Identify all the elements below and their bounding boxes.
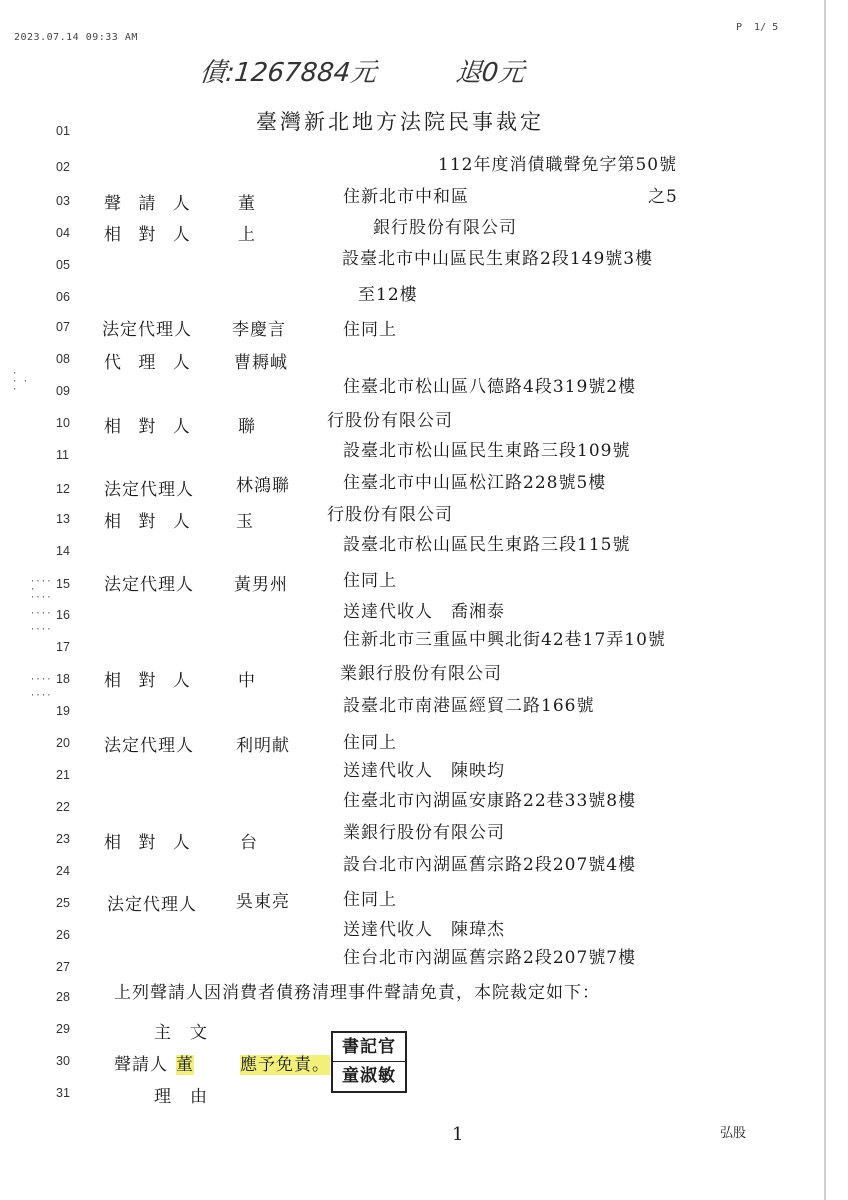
handwritten-refund-note: 退0元 <box>454 58 526 88</box>
line-09-text: 住臺北市松山區八德路4段319號2樓 <box>343 377 637 397</box>
line-30-name-highlight: 董 <box>176 1055 194 1075</box>
line-07-name: 李慶言 <box>232 320 286 340</box>
line-number: 25 <box>56 896 70 910</box>
line-03-address-suffix: 之5 <box>648 187 678 207</box>
line-07-text: 住同上 <box>343 320 397 340</box>
line-28-text: 上列聲請人因消費者債務清理事件聲請免責，本院裁定如下： <box>114 983 600 1003</box>
line-23-text: 業銀行股份有限公司 <box>343 823 505 843</box>
line-10-label: 相 對 人 <box>104 417 196 437</box>
line-27-text: 住台北市內湖區舊宗路2段207號7樓 <box>343 948 637 968</box>
line-number: 06 <box>56 290 70 304</box>
line-number: 10 <box>56 416 70 430</box>
line-17-text: 住新北市三重區中興北街42巷17弄10號 <box>343 630 666 650</box>
line-number: 04 <box>56 226 70 240</box>
line-03-name: 董 <box>238 194 256 214</box>
line-number: 07 <box>56 320 70 334</box>
line-10-name: 聯 <box>238 417 256 437</box>
line-30-text <box>240 1050 330 1075</box>
line-25-label: 法定代理人 <box>107 895 197 915</box>
line-29-heading: 主 文 <box>154 1023 208 1043</box>
line-number: 02 <box>56 160 70 174</box>
line-10-text: 行股份有限公司 <box>327 411 453 431</box>
line-20-text: 住同上 <box>343 733 397 753</box>
line-number: 09 <box>56 384 70 398</box>
line-20-label: 法定代理人 <box>104 736 194 756</box>
line-23-name: 台 <box>240 833 258 853</box>
line-number: 28 <box>56 990 70 1004</box>
line-11-text: 設臺北市松山區民生東路三段109號 <box>343 441 631 461</box>
line-15-text: 住同上 <box>343 571 397 591</box>
line-number: 15 <box>56 577 70 591</box>
line-22-text: 住臺北市內湖區安康路22巷33號8樓 <box>343 791 637 811</box>
line-number: 08 <box>56 352 70 366</box>
line-13-label: 相 對 人 <box>104 512 196 532</box>
line-12-name: 林鴻聯 <box>236 476 290 496</box>
line-number: 11 <box>56 448 69 462</box>
line-number: 20 <box>56 736 70 750</box>
line-21-text: 送達代收人 陳映均 <box>343 761 505 781</box>
clerk-stamp <box>331 1031 407 1093</box>
line-number: 31 <box>56 1086 70 1100</box>
line-05-text: 設臺北市中山區民生東路2段149號3樓 <box>342 249 654 269</box>
line-number: 22 <box>56 800 70 814</box>
line-24-text: 設台北市內湖區舊宗路2段207號4樓 <box>343 855 637 875</box>
line-number: 05 <box>56 258 70 272</box>
stamp-title: 書記官 <box>333 1033 405 1062</box>
line-23-label: 相 對 人 <box>104 833 196 853</box>
line-13-name: 玉 <box>236 512 254 532</box>
line-31-heading: 理 由 <box>154 1087 208 1107</box>
line-26-text: 送達代收人 陳瑋杰 <box>343 920 505 940</box>
line-30-name <box>176 1050 194 1075</box>
line-15-label: 法定代理人 <box>104 575 194 595</box>
line-number: 16 <box>56 608 70 622</box>
page-indicator: P 1/ 5 <box>736 22 779 33</box>
line-07-label: 法定代理人 <box>102 320 192 340</box>
line-08-label: 代 理 人 <box>104 353 196 373</box>
page-number: 1 <box>452 1124 464 1145</box>
line-18-label: 相 對 人 <box>104 671 196 691</box>
line-04-name: 上 <box>238 225 256 245</box>
line-number: 13 <box>56 512 70 526</box>
line-03-label: 聲 請 人 <box>104 194 196 214</box>
line-number: 01 <box>56 124 70 138</box>
line-06-text: 至12樓 <box>358 285 418 305</box>
line-18-name: 中 <box>238 671 256 691</box>
line-number: 21 <box>56 768 70 782</box>
division-label: 弘股 <box>720 1126 747 1141</box>
line-number: 17 <box>56 640 70 654</box>
line-number: 29 <box>56 1022 70 1036</box>
stamp-name: 童淑敏 <box>342 1066 396 1086</box>
line-15-name: 黃男州 <box>234 575 288 595</box>
line-30-text-highlight: 應予免責。 <box>240 1055 330 1075</box>
line-16-text: 送達代收人 喬湘泰 <box>343 602 505 622</box>
line-04-label: 相 對 人 <box>104 225 196 245</box>
case-number: 112年度消債職聲免字第50號 <box>438 155 678 175</box>
fax-timestamp: 2023.07.14 09:33 AM <box>14 32 138 43</box>
line-number: 14 <box>56 544 70 558</box>
line-08-name: 曹耨峸 <box>234 353 288 373</box>
line-number: 27 <box>56 960 70 974</box>
line-12-text: 住臺北市中山區松江路228號5樓 <box>343 473 607 493</box>
line-number: 23 <box>56 832 70 846</box>
line-number: 18 <box>56 672 70 686</box>
line-number: 12 <box>56 482 70 496</box>
handwritten-debt-note: 債:1267884元 <box>198 58 378 88</box>
line-20-name: 利明献 <box>236 736 290 756</box>
scan-artifact: ⋅⋅⋅⋅ ⋅ ⋅⋅⋅⋅ ⋅⋅⋅⋅ ⋅⋅⋅⋅ <box>30 577 52 635</box>
line-14-text: 設臺北市松山區民生東路三段115號 <box>343 535 631 555</box>
line-number: 26 <box>56 928 70 942</box>
document-title: 臺灣新北地方法院民事裁定 <box>256 110 544 134</box>
line-19-text: 設臺北市南港區經貿二路166號 <box>343 696 595 716</box>
line-04-text: 銀行股份有限公司 <box>373 218 517 238</box>
scan-artifact: ⋅ ⋅ ⋅ ⋅ <box>12 369 29 395</box>
line-18-text: 業銀行股份有限公司 <box>340 664 502 684</box>
line-25-name: 吳東亮 <box>236 892 290 912</box>
line-number: 24 <box>56 864 70 878</box>
line-12-label: 法定代理人 <box>104 480 194 500</box>
line-number: 30 <box>56 1054 70 1068</box>
line-13-text: 行股份有限公司 <box>327 505 453 525</box>
line-25-text: 住同上 <box>343 890 397 910</box>
line-30-label: 聲請人 <box>114 1055 168 1075</box>
scan-artifact: ⋅⋅⋅⋅ ⋅⋅⋅⋅ <box>30 675 52 701</box>
line-03-address: 住新北市中和區 <box>343 187 469 207</box>
line-number: 03 <box>56 194 70 208</box>
line-number: 19 <box>56 704 70 718</box>
page-edge <box>824 0 826 1200</box>
